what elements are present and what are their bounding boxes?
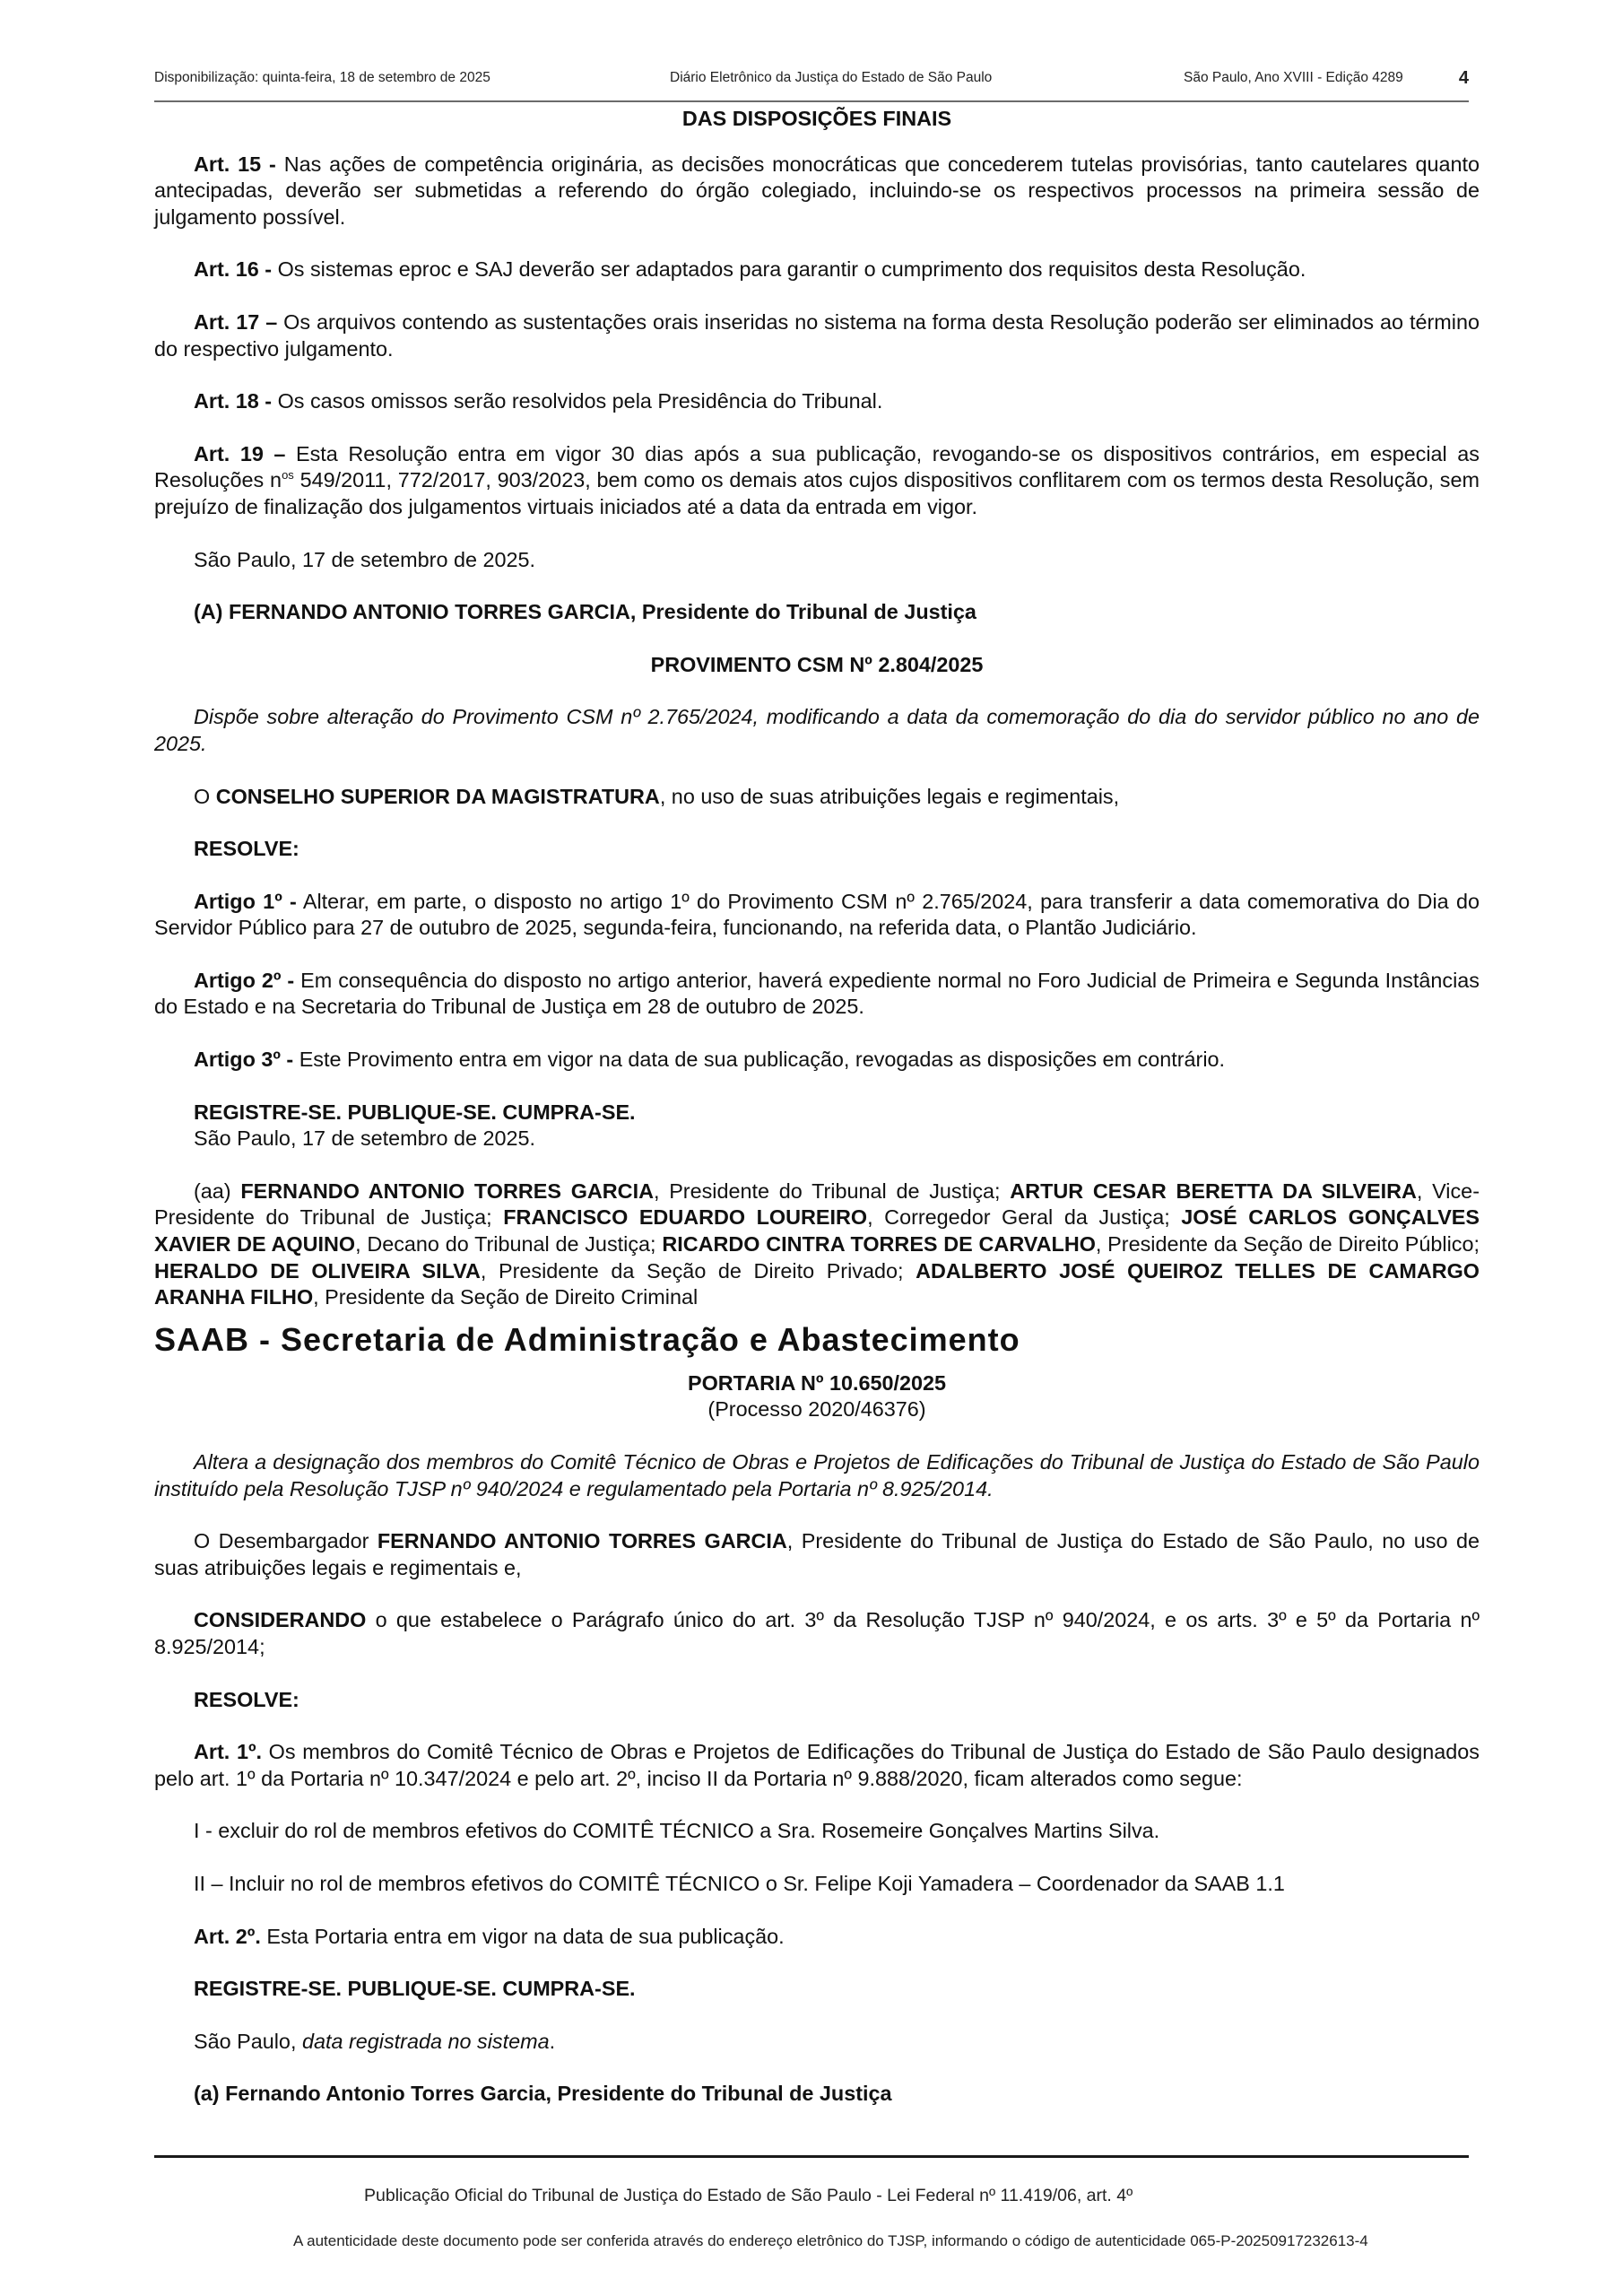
availability-date: Disponibilização: quinta-feira, 18 de setembro de 2025 [154,70,490,85]
signatory-name: RICARDO CINTRA TORRES DE CARVALHO [662,1232,1096,1257]
provimento-date: São Paulo, 17 de setembro de 2025. [194,1126,536,1151]
section-title-disposicoes-finais: DAS DISPOSIÇÕES FINAIS [681,107,952,130]
document-body [154,106,1480,2134]
article-label: Art. 15 - [194,152,276,176]
provimento-artigo-2: Artigo 2º - Em consequência do disposto no artigo anterior, haverá expediente normal no Foro Judicial de Primeira e Segunda Instâncias do Estado e na Secretaria do Tribunal de Justiça em 28 de outubro de 2025. [154,968,1480,1019]
portaria-inciso-1: I - excluir do rol de membros efetivos do COMITÊ TÉCNICO a Sra. Rosemeire Gonçalves Martins Silva. [194,1819,1160,1843]
page-number: 4 [1458,68,1469,88]
journal-title: Diário Eletrônico da Justiça do Estado de São Paulo [670,70,993,85]
portaria-registre: REGISTRE-SE. PUBLIQUE-SE. CUMPRA-SE. [194,1977,636,2001]
section-heading-saab: SAAB - Secretaria de Administração e Abastecimento [154,1320,1020,1358]
provimento-resolve: RESOLVE: [194,837,299,861]
article-label: Artigo 1º - [194,889,297,913]
provimento-artigo-1: Artigo 1º - Alterar, em parte, o disposto no artigo 1º do Provimento CSM nº 2.765/2024, para transferir a data comemorativa do Dia do Servidor Público para 27 de outubro de 2025, segunda-feira, funcionando, na referida data, o Plantão Judiciário. [154,889,1480,940]
provimento-title: PROVIMENTO CSM Nº 2.804/2025 [650,652,984,676]
portaria-date: São Paulo, data registrada no sistema. [194,2029,556,2053]
signatory-name: JOSÉ CARLOS GONÇALVES XAVIER DE AQUINO [154,1205,1480,1257]
portaria-art-2: Art. 2º. Esta Portaria entra em vigor na data de sua publicação. [194,1924,785,1948]
provimento-artigo-3: Artigo 3º - Este Provimento entra em vigor na data de sua publicação, revogadas as disposições em contrário. [194,1048,1226,1072]
signatory-name: FERNANDO ANTONIO TORRES GARCIA [240,1178,654,1203]
page-header [154,63,1469,102]
footer-divider [154,2155,1469,2158]
article-16: Art. 16 - Os sistemas eproc e SAJ deverão ser adaptados para garantir o cumprimento dos requisitos desta Resolução. [194,257,1306,282]
provimento-registre: REGISTRE-SE. PUBLIQUE-SE. CUMPRA-SE. [194,1100,636,1124]
article-label: Art. 2º. [194,1924,261,1948]
article-17: Art. 17 – Os arquivos contendo as sustentações orais inseridas no sistema na forma desta Resolução poderão ser eliminados ao término do respectivo julgamento. [154,309,1480,361]
signatory-name: ADALBERTO JOSÉ QUEIROZ TELLES DE CAMARGO ARANHA FILHO [154,1258,1480,1309]
signatory-name: HERALDO DE OLIVEIRA SILVA [154,1258,481,1283]
article-label: Artigo 2º - [194,968,295,992]
resolution-signature: (A) FERNANDO ANTONIO TORRES GARCIA, Presidente do Tribunal de Justiça [194,600,976,624]
article-15: Art. 15 - Nas ações de competência originária, as decisões monocráticas que concederem tutelas provisórias, tanto cautelares quanto antecipadas, deverão ser submetidas a referendo do órgão colegiado, incluindo-se os respectivos processos na primeira sessão de julgamento possível. [154,152,1480,229]
signatory-name: FRANCISCO EDUARDO LOUREIRO [503,1205,868,1230]
portaria-processo: (Processo 2020/46376) [707,1397,926,1422]
article-18: Art. 18 - Os casos omissos serão resolvidos pela Presidência do Tribunal. [194,389,883,413]
portaria-ementa: Altera a designação dos membros do Comitê Técnico de Obras e Projetos de Edificações do Tribunal de Justiça do Estado de São Paulo instituído pela Resolução TJSP nº 940/2024 e regulamentado pela Portaria nº 8.925/2014. [154,1450,1480,1500]
provimento-signatories: (aa) FERNANDO ANTONIO TORRES GARCIA, Presidente do Tribunal de Justiça; ARTUR CESAR BERETTA DA SILVEIRA, Vice-Presidente do Tribunal de Justiça; FRANCISCO EDUARDO LOUREIRO, Corregedor Geral da Justiça; JOSÉ CARLOS GONÇALVES XAVIER DE AQUINO, Decano do Tribunal de Justiça; RICARDO CINTRA TORRES DE CARVALHO, Presidente da Seção de Direito Público; HERALDO DE OLIVEIRA SILVA, Presidente da Seção de Direito Privado; ADALBERTO JOSÉ QUEIROZ TELLES DE CAMARGO ARANHA FILHO, Presidente da Seção de Direito Criminal [154,1178,1480,1309]
article-label: Art. 19 – [194,441,286,465]
signatory-name: ARTUR CESAR BERETTA DA SILVEIRA [1010,1178,1417,1203]
article-label: Artigo 3º - [194,1048,294,1072]
portaria-signature: (a) Fernando Antonio Torres Garcia, Presidente do Tribunal de Justiça [194,2082,892,2106]
portaria-title: PORTARIA Nº 10.650/2025 [687,1370,947,1395]
article-label: Art. 17 – [194,309,278,334]
portaria-inciso-2: II – Incluir no rol de membros efetivos do COMITÊ TÉCNICO o Sr. Felipe Koji Yamadera – Coordenador da SAAB 1.1 [194,1871,1285,1895]
article-19: Art. 19 – Esta Resolução entra em vigor 30 dias após a sua publicação, revogando-se os dispositivos contrários, em especial as Resoluções $n^{os}$ 549/2011, 772/2017, 903/2023, bem como os demais atos cujos dispositivos conflitarem com os termos desta Resolução, sem prejuízo de finalização dos julgamentos virtuais iniciados até a data da entrada em vigor. [154,441,1480,518]
footer-authenticity: A autenticidade deste documento pode ser conferida através do endereço eletrônico do TJSP, informando o código de autenticidade 065-P-20250917232613-4 [293,2232,1368,2249]
article-label: Art. 1º. [194,1740,262,1764]
portaria-art-1: Art. 1º. Os membros do Comitê Técnico de Obras e Projetos de Edificações do Tribunal de Justiça do Estado de São Paulo designados pelo art. 1º da Portaria nº 10.347/2024 e pelo art. 2º, inciso II da Portaria nº 9.888/2020, ficam alterados como segue: [154,1740,1480,1790]
provimento-ementa: Dispõe sobre alteração do Provimento CSM nº 2.765/2024, modificando a data da comemoração do dia do servidor público no ano de 2025. [154,705,1480,755]
article-label: Art. 16 - [194,257,273,282]
portaria-resolve: RESOLVE: [194,1687,299,1711]
portaria-considerando: CONSIDERANDO o que estabelece o Parágrafo único do art. 3º da Resolução TJSP nº 940/2024, e os arts. 3º e 5º da Portaria nº 8.925/2014; [154,1608,1480,1658]
article-label: Art. 18 - [194,389,273,413]
portaria-preamble: O Desembargador FERNANDO ANTONIO TORRES GARCIA, Presidente do Tribunal de Justiça do Estado de São Paulo, no uso de suas atribuições legais e regimentais e, [154,1529,1480,1579]
edition-info: São Paulo, Ano XVIII - Edição 4289 [1184,70,1403,85]
resolution-date: São Paulo, 17 de setembro de 2025. [194,547,536,571]
provimento-preamble: O CONSELHO SUPERIOR DA MAGISTRATURA, no uso de suas atribuições legais e regimentais, [194,784,1120,808]
